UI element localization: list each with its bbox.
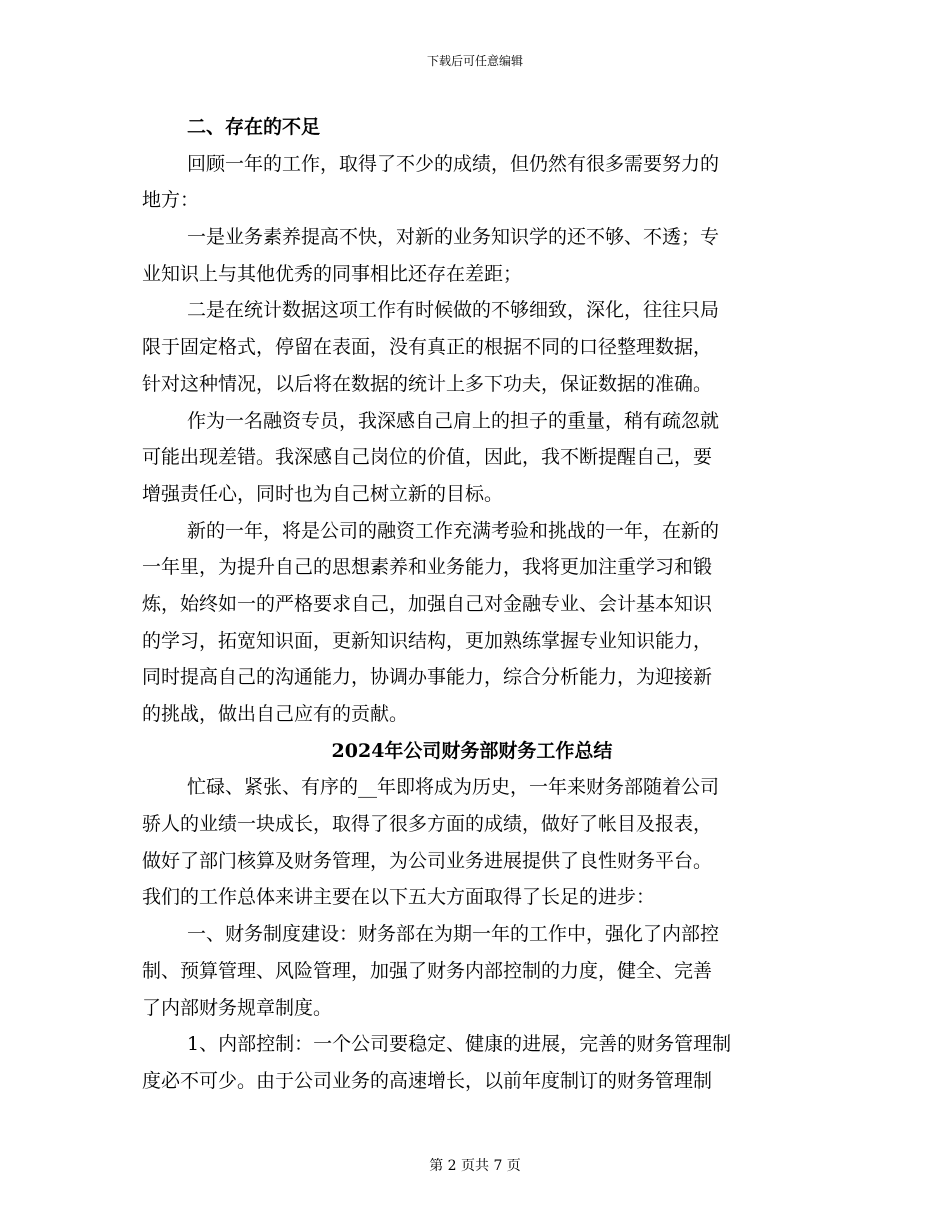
paragraph-line: 炼，始终如一的严格要求自己，加强自己对金融专业、会计基本知识 [142, 592, 713, 615]
paragraph-line: 度必不可少。由于公司业务的高速增长，以前年度制订的财务管理制 [142, 1069, 713, 1092]
section-heading: 二、存在的不足 [187, 116, 321, 138]
page-header: 下载后可任意编辑 [426, 54, 523, 68]
paragraph-line: 的学习，拓宽知识面，更新知识结构，更加熟练掌握专业知识能力， [142, 629, 713, 652]
paragraph-line: 业知识上与其他优秀的同事相比还存在差距； [142, 262, 523, 285]
paragraph-line: 忙碌、紧张、有序的__年即将成为历史，一年来财务部随着公司 [187, 776, 720, 799]
paragraph-line: 1、内部控制：一个公司要稳定、健康的进展，完善的财务管理制 [187, 1033, 732, 1056]
paragraph-line: 骄人的业绩一块成长，取得了很多方面的成绩，做好了帐目及报表， [142, 813, 713, 836]
paragraph-line: 地方： [142, 189, 200, 212]
paragraph-line: 一是业务素养提高不快，对新的业务知识学的还不够、不透；专 [187, 226, 720, 249]
paragraph-line: 制、预算管理、风险管理，加强了财务内部控制的力度，健全、完善 [142, 959, 713, 982]
page-number: 第 2 页共 7 页 [429, 1158, 521, 1174]
paragraph-line: 限于固定格式，停留在表面，没有真正的根据不同的口径整理数据， [142, 336, 713, 359]
paragraph-line: 新的一年，将是公司的融资工作充满考验和挑战的一年，在新的 [187, 519, 720, 542]
paragraph-line: 做好了部门核算及财务管理，为公司业务进展提供了良性财务平台。 [142, 849, 713, 872]
paragraph-line: 二是在统计数据这项工作有时候做的不够细致，深化，往往只局 [187, 299, 720, 322]
paragraph-line: 作为一名融资专员，我深感自己肩上的担子的重量，稍有疏忽就 [187, 409, 720, 432]
paragraph-line: 了内部财务规章制度。 [142, 996, 333, 1019]
paragraph-line: 可能出现差错。我深感自己岗位的价值，因此，我不断提醒自己，要 [142, 446, 713, 469]
paragraph-line: 一、财务制度建设：财务部在为期一年的工作中，强化了内部控 [187, 923, 720, 946]
document-title: 2024年公司财务部财务工作总结 [331, 739, 613, 762]
document-body [142, 109, 802, 1100]
paragraph-line: 一年里，为提升自己的思想素养和业务能力，我将更加注重学习和锻 [142, 556, 713, 579]
paragraph-line: 针对这种情况，以后将在数据的统计上多下功夫，保证数据的准确。 [142, 372, 713, 395]
paragraph-line: 同时提高自己的沟通能力，协调办事能力，综合分析能力，为迎接新 [142, 666, 713, 689]
paragraph-line: 我们的工作总体来讲主要在以下五大方面取得了长足的进步： [142, 886, 656, 909]
paragraph-line: 回顾一年的工作，取得了不少的成绩，但仍然有很多需要努力的 [187, 152, 720, 175]
paragraph-line: 增强责任心，同时也为自己树立新的目标。 [142, 482, 504, 505]
paragraph-line: 的挑战，做出自己应有的贡献。 [142, 703, 409, 725]
